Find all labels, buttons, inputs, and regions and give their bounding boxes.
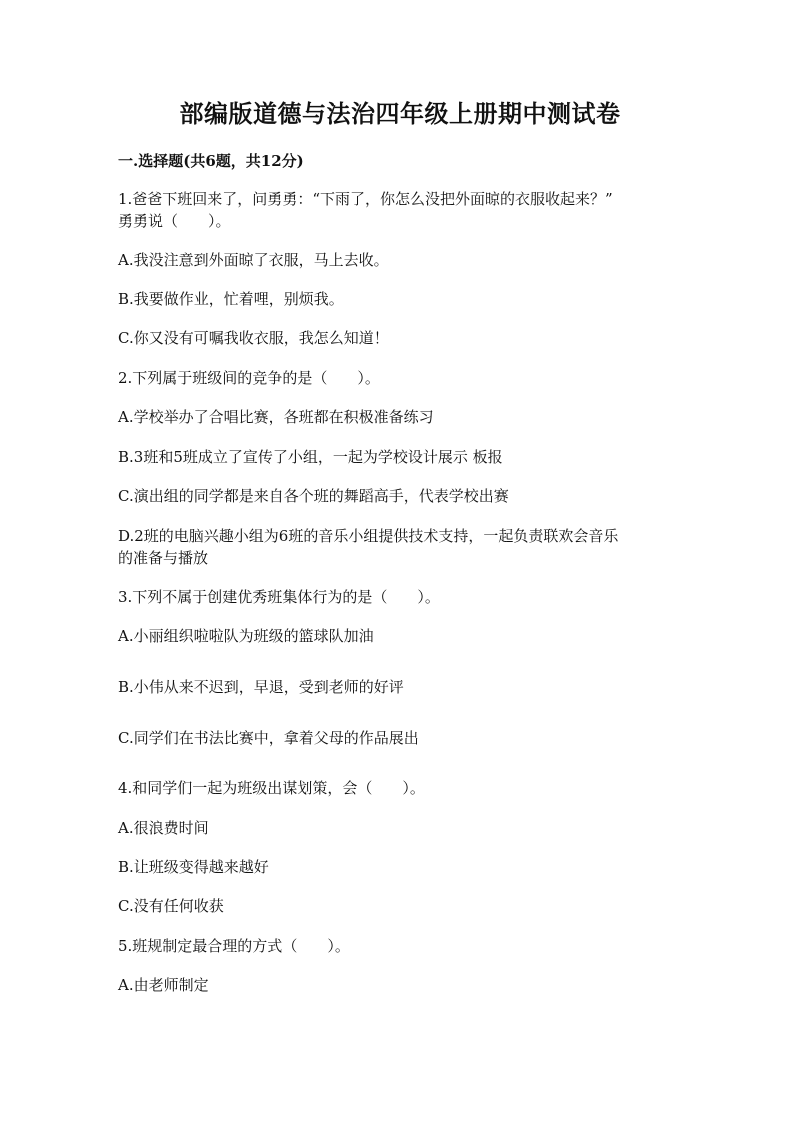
page-title: 部编版道德与法治四年级上册期中测试卷 — [179, 99, 621, 128]
question-3-option-a: A.小丽组织啦啦队为班级的篮球队加油 — [118, 627, 374, 645]
question-4-option-a: A.很浪费时间 — [118, 819, 209, 837]
question-4-option-b: B.让班级变得越来越好 — [118, 858, 269, 876]
question-1-option-b: B.我要做作业，忙着哩，别烦我。 — [118, 290, 344, 308]
question-1-stem-line-1: 1.爸爸下班回来了，问勇勇：“下雨了，你怎么没把外面晾的衣服收起来？” — [118, 190, 613, 208]
question-5-stem: 5.班规制定最合理的方式（ ）。 — [118, 937, 350, 955]
question-2-option-a: A.学校举办了合唱比赛，各班都在积极准备练习 — [118, 408, 434, 426]
section-heading: 一.选择题(共6题，共12分) — [118, 152, 304, 170]
question-4-option-c: C.没有任何收获 — [118, 897, 224, 915]
question-1-stem-line-2: 勇勇说（ ）。 — [118, 212, 231, 230]
question-3-option-b: B.小伟从来不迟到，早退，受到老师的好评 — [118, 678, 404, 696]
question-2-option-b: B.3班和5班成立了宣传了小组，一起为学校设计展示 板报 — [118, 448, 503, 466]
question-4-stem: 4.和同学们一起为班级出谋划策，会（ ）。 — [118, 779, 425, 797]
question-3-stem: 3.下列不属于创建优秀班集体行为的是（ ）。 — [118, 588, 440, 606]
question-3-option-c: C.同学们在书法比赛中，拿着父母的作品展出 — [118, 729, 419, 747]
question-2-option-d-line-1: D.2班的电脑兴趣小组为6班的音乐小组提供技术支持，一起负责联欢会音乐 — [118, 527, 619, 545]
question-2-option-d-line-2: 的准备与播放 — [118, 549, 209, 567]
question-2-stem: 2.下列属于班级间的竞争的是（ ）。 — [118, 369, 380, 387]
question-1-option-c: C.你又没有可嘱我收衣服，我怎么知道！ — [118, 329, 389, 347]
question-2-option-c: C.演出组的同学都是来自各个班的舞蹈高手，代表学校出赛 — [118, 487, 509, 505]
question-1-option-a: A.我没注意到外面晾了衣服，马上去收。 — [118, 251, 389, 269]
question-5-option-a: A.由老师制定 — [118, 976, 209, 994]
